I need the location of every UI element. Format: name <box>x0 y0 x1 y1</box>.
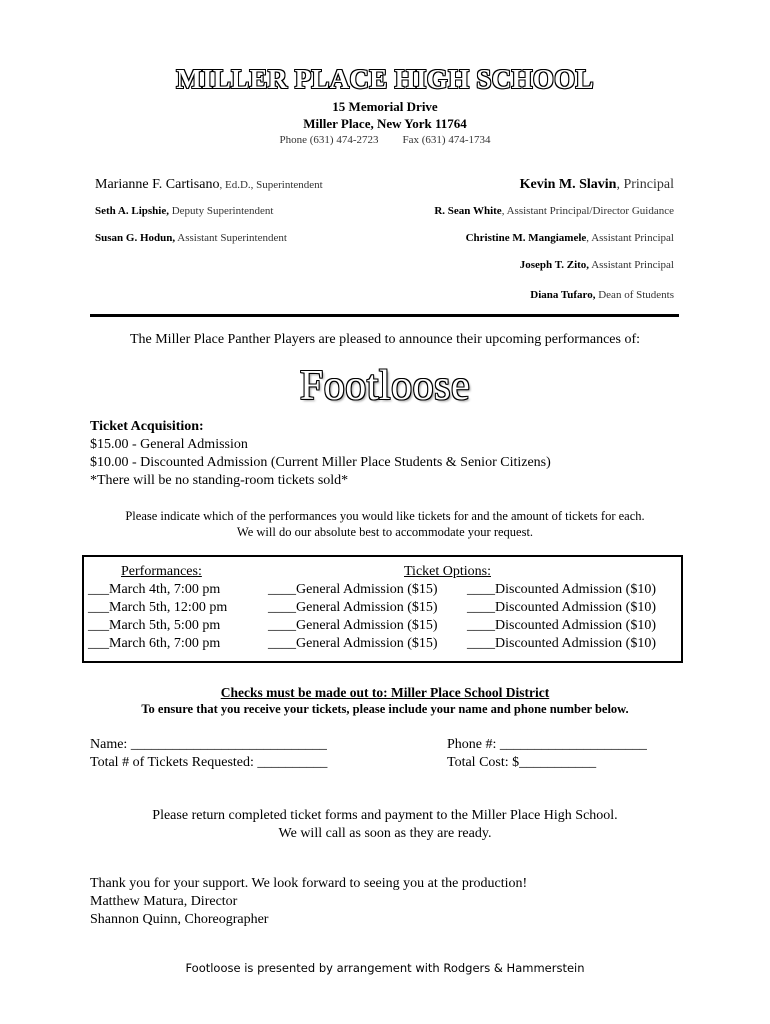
instructions-line-2: We will do our absolute best to accommodate your request. <box>236 525 534 539</box>
general-admission-row-4[interactable]: ____General Admission ($15) <box>268 636 438 651</box>
checks-payable: Checks must be made out to: Miller Place School District <box>220 685 550 700</box>
admin-name: Kevin M. Slavin <box>519 177 617 192</box>
return-note-line-1: Please return completed ticket forms and payment to the Miller Place High School. <box>152 808 618 823</box>
general-admission-row-1[interactable]: ____General Admission ($15) <box>268 582 438 597</box>
admin-name: Christine M. Mangiamele <box>465 232 587 244</box>
admin-title: , Ed.D., Superintendent <box>219 179 323 191</box>
admin-assistant-principal <box>466 232 674 244</box>
admin-name: Seth A. Lipshie, <box>95 205 169 217</box>
admin-title: , Principal <box>616 177 674 192</box>
closing-thanks: Thank you for your support. We look forward to seeing you at the production! <box>90 876 528 891</box>
admin-dean <box>530 289 674 301</box>
admin-name: Susan G. Hodun, <box>95 232 176 244</box>
admin-deputy <box>95 205 273 217</box>
ticket-standing-note: *There will be no standing-room tickets sold* <box>90 473 349 488</box>
announcement: The Miller Place Panther Players are pleased to announce their upcoming performances of: <box>129 332 641 347</box>
name-field[interactable]: Name: ____________________________ <box>90 737 327 752</box>
director-name: Matthew Matura, Director <box>90 894 238 909</box>
admin-title: , Assistant Principal/Director Guidance <box>501 205 674 217</box>
ticket-heading: Ticket Acquisition: <box>90 419 204 434</box>
admin-assistant-principal-2 <box>520 259 674 271</box>
ticket-options-header: Ticket Options: <box>404 564 491 579</box>
admin-title: Assistant Principal <box>589 259 674 271</box>
discounted-admission-row-4[interactable]: ____Discounted Admission ($10) <box>467 636 656 651</box>
admin-title: Deputy Superintendent <box>168 205 274 217</box>
admin-name: Joseph T. Zito, <box>519 259 590 271</box>
admin-assistant-principal-guidance <box>434 205 674 217</box>
performance-date-row-1[interactable]: ___March 4th, 7:00 pm <box>88 582 221 597</box>
general-admission-row-2[interactable]: ____General Admission ($15) <box>268 600 438 615</box>
phone-number: Phone (631) 474-2723 <box>279 134 379 146</box>
choreographer-name: Shannon Quinn, Choreographer <box>90 912 269 927</box>
phone-fax-line <box>0 134 770 146</box>
discounted-admission-row-3[interactable]: ____Discounted Admission ($10) <box>467 618 656 633</box>
ticket-general-price: $15.00 - General Admission <box>90 437 248 452</box>
admin-assistant-superintendent <box>95 232 287 244</box>
discounted-admission-row-2[interactable]: ____Discounted Admission ($10) <box>467 600 656 615</box>
admin-superintendent <box>95 177 323 193</box>
school-name: MILLER PLACE HIGH SCHOOL <box>176 64 594 94</box>
admin-principal <box>520 177 674 193</box>
rights-footer: Footloose is presented by arrangement with Rodgers & Hammerstein <box>185 961 585 975</box>
admin-name: R. Sean White <box>434 205 502 217</box>
performances-header: Performances: <box>121 564 202 579</box>
show-title: Footloose <box>299 363 471 409</box>
city-address: Miller Place, New York 11764 <box>303 116 467 131</box>
admin-name: Marianne F. Cartisano <box>95 177 220 192</box>
fax-number: Fax (631) 474-1734 <box>402 134 491 146</box>
admin-title: Dean of Students <box>595 289 674 301</box>
total-tickets-field[interactable]: Total # of Tickets Requested: __________ <box>90 755 328 770</box>
street-address: 15 Memorial Drive <box>332 99 438 114</box>
instructions-line-1: Please indicate which of the performances you would like tickets for and the amount of tickets for each. <box>125 509 645 523</box>
ensure-note: To ensure that you receive your tickets, please include your name and phone number below. <box>141 702 629 716</box>
total-cost-field[interactable]: Total Cost: $___________ <box>447 755 597 770</box>
phone-field[interactable]: Phone #: _____________________ <box>447 737 647 752</box>
performance-date-row-2[interactable]: ___March 5th, 12:00 pm <box>88 600 228 615</box>
return-note-line-2: We will call as soon as they are ready. <box>278 826 492 841</box>
header-divider <box>90 314 679 317</box>
admin-name: Diana Tufaro, <box>530 289 596 301</box>
discounted-admission-row-1[interactable]: ____Discounted Admission ($10) <box>467 582 656 597</box>
admin-title: Assistant Superintendent <box>175 232 287 244</box>
ticket-discounted-price: $10.00 - Discounted Admission (Current Miller Place Students & Senior Citizens) <box>90 455 551 470</box>
performance-date-row-4[interactable]: ___March 6th, 7:00 pm <box>88 636 221 651</box>
performance-date-row-3[interactable]: ___March 5th, 5:00 pm <box>88 618 221 633</box>
admin-title: , Assistant Principal <box>586 232 674 244</box>
general-admission-row-3[interactable]: ____General Admission ($15) <box>268 618 438 633</box>
